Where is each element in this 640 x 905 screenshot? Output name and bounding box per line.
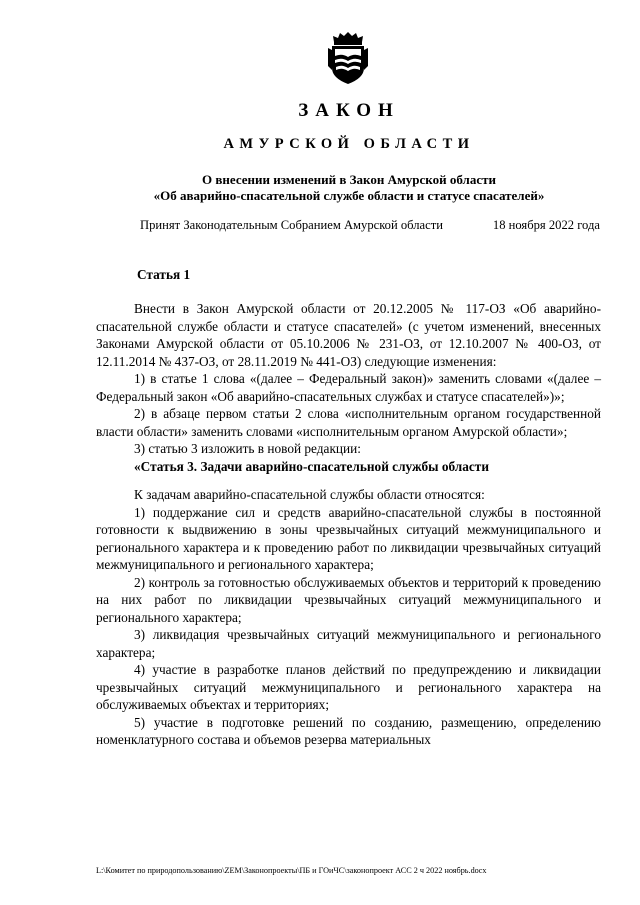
adoption-line <box>140 218 600 233</box>
paragraph-item-2: 2) в абзаце первом статьи 2 слова «исполнительным органом государственной власти области» заменить словами «исполнительным органом Амурской области»; <box>96 406 601 439</box>
article-heading: Статья 1 <box>137 267 191 282</box>
article-body <box>96 300 601 749</box>
task-item-1: 1) поддержание сил и средств аварийно-спасательной службы в постоянной готовности к выдвижению в зоны чрезвычайных ситуаций межмуниципального и регионального характера и к проведению работ по ликвидации чрезвычайных ситуаций межмуниципального и регионального характера; <box>96 504 601 572</box>
amur-region-coat-of-arms-icon <box>326 30 370 86</box>
paragraph-intro: Внести в Закон Амурской области от 20.12.2005 № 117-ОЗ «Об аварийно-спасательной службе области и статусе спасателей» (с учетом изменений, внесенных Законами Амурской области от 05.10.2006 № 231-ОЗ, от 12.10.2007 № 400-ОЗ, от 12.11.2014 № 437-ОЗ, от 28.11.2019 № 441-ОЗ) следующие изменения: <box>96 301 601 369</box>
tasks-intro: К задачам аварийно-спасательной службы области относятся: <box>134 487 485 502</box>
task-item-5: 5) участие в подготовке решений по созданию, размещению, определению номенклатурного состава и объемов резерва материальных <box>96 714 601 747</box>
task-item-3: 3) ликвидация чрезвычайных ситуаций межмуниципального и регионального характера; <box>96 627 601 660</box>
document-title: ЗАКОН <box>298 100 400 121</box>
subject-line-1: О внесении изменений в Закон Амурской области <box>202 172 496 187</box>
paragraph-item-3: 3) статью 3 изложить в новой редакции: <box>134 441 361 456</box>
adopted-by: Принят Законодательным Собранием Амурской области <box>140 218 443 232</box>
subject-line-2: «Об аварийно-спасательной службе области и статусе спасателей» <box>153 188 545 203</box>
adopted-date: 18 ноября 2022 года <box>492 218 600 232</box>
region-title: АМУРСКОЙ ОБЛАСТИ <box>223 136 475 152</box>
paragraph-item-1: 1) в статье 1 слова «(далее – Федеральный закон)» заменить словами «(далее – Федеральный закон «Об аварийно-спасательных службах и статусе спасателей»)»; <box>96 371 601 404</box>
file-path-footer: L:\Комитет по природопользованию\ZEM\Законопроекты\ПБ и ГОиЧС\законопроект АСС 2 ч 2022 ноябрь.docx <box>96 866 487 875</box>
law-subject <box>96 172 602 204</box>
new-article-3-heading: «Статья 3. Задачи аварийно-спасательной службы области <box>134 458 490 474</box>
task-item-4: 4) участие в разработке планов действий по предупреждению и ликвидации чрезвычайных ситуаций межмуниципального и регионального характера на обслуживаемых объектах и территориях; <box>96 662 601 712</box>
task-item-2: 2) контроль за готовностью обслуживаемых объектов и территорий к проведению на них работ по ликвидации чрезвычайных ситуаций межмуниципального и регионального характера; <box>96 574 601 625</box>
